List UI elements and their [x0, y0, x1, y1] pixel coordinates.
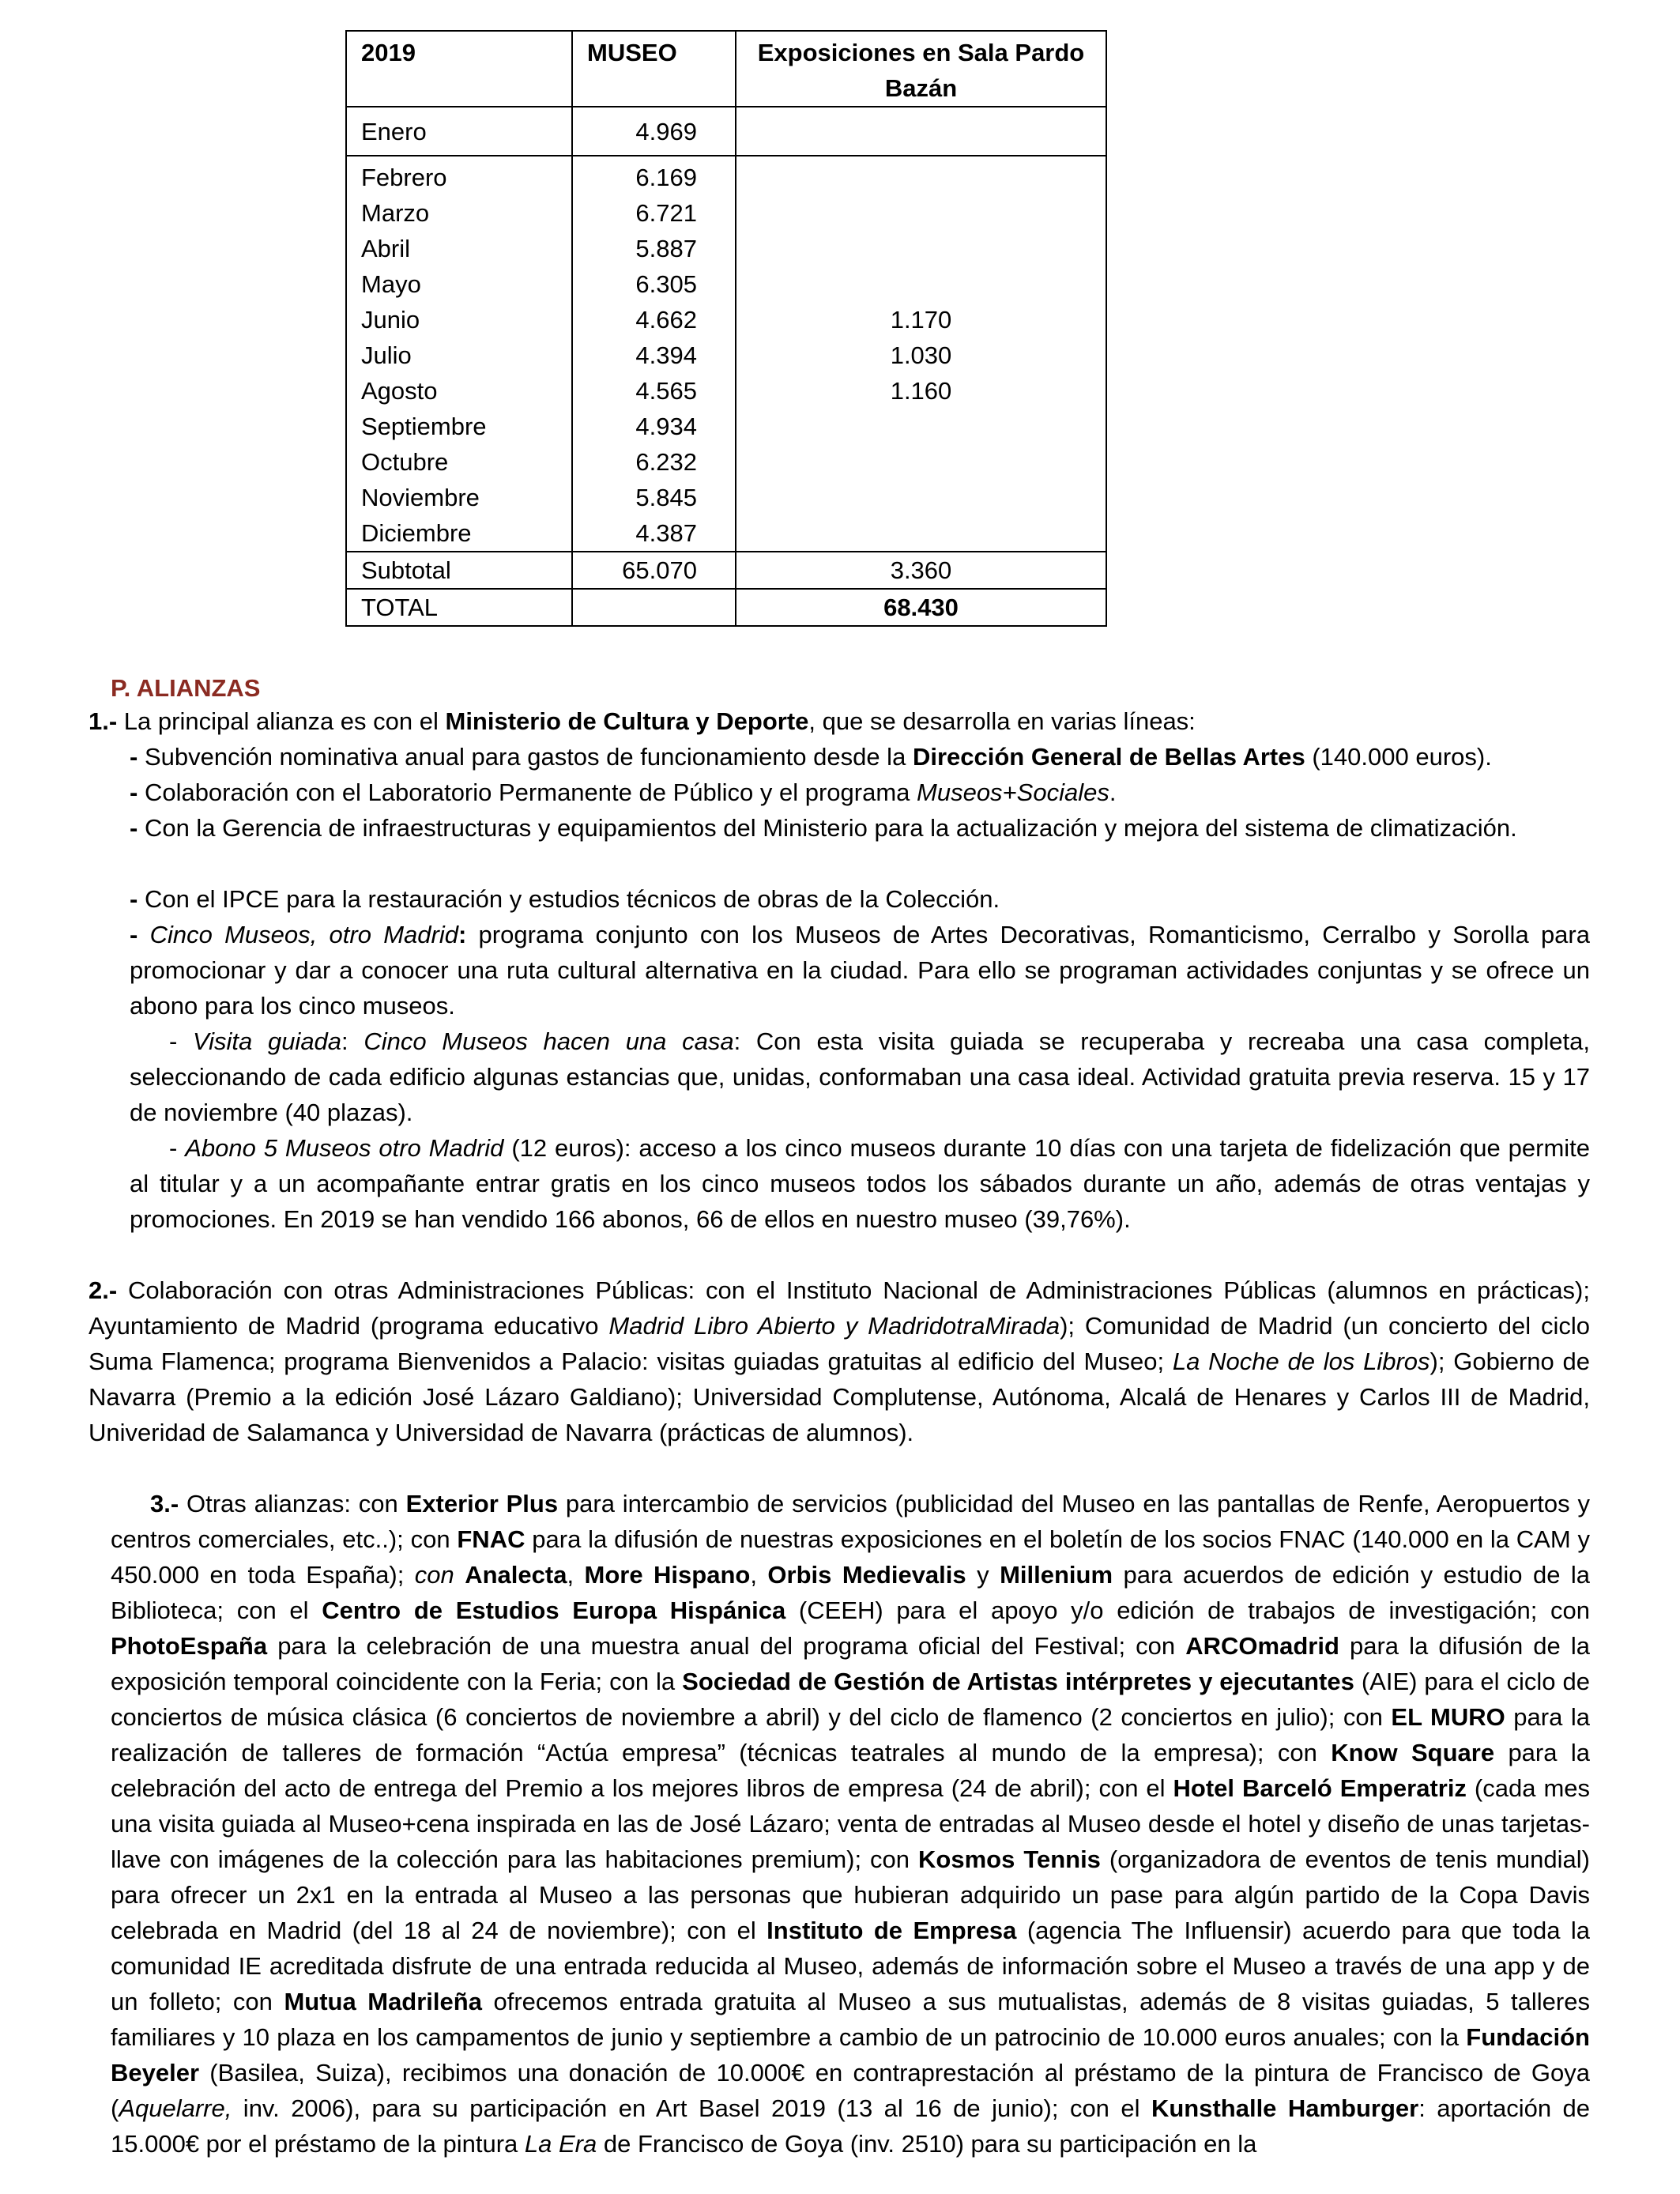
section-title: P. ALIANZAS: [111, 674, 261, 702]
visitors-table: [345, 30, 1107, 627]
table-row: [346, 337, 1106, 373]
cell-mes: Julio: [346, 337, 572, 373]
cell-museo: 5.845: [572, 480, 736, 515]
cell-museo: 6.232: [572, 444, 736, 480]
total-value: 68.430: [736, 589, 1106, 626]
cell-museo: 4.934: [572, 409, 736, 444]
table-row: [346, 156, 1106, 195]
subtotal-row: [346, 552, 1106, 589]
cell-sala: [736, 266, 1106, 302]
bullet-ipce: - Con el IPCE para la restauración y estudios técnicos de obras de la Colección.: [130, 885, 1000, 913]
cell-mes: Noviembre: [346, 480, 572, 515]
header-year: 2019: [346, 31, 572, 107]
cell-museo: 4.394: [572, 337, 736, 373]
cell-sala: [736, 409, 1106, 444]
table-row: [346, 373, 1106, 409]
table-row: [346, 444, 1106, 480]
cell-sala: [736, 107, 1106, 156]
cell-mes: Septiembre: [346, 409, 572, 444]
cell-museo: 6.169: [572, 156, 736, 195]
cell-sala: [736, 195, 1106, 231]
total-empty: [572, 589, 736, 626]
cell-mes: Marzo: [346, 195, 572, 231]
cell-mes: Junio: [346, 302, 572, 337]
cell-sala: [736, 515, 1106, 552]
table-row: [346, 266, 1106, 302]
cell-sala: [736, 156, 1106, 195]
subtotal-sala: 3.360: [736, 552, 1106, 589]
paragraph-1: 1.- La principal alianza es con el Ministerio de Cultura y Deporte, que se desarrolla en varias líneas:: [89, 707, 1196, 735]
table-row: [346, 302, 1106, 337]
cell-mes: Febrero: [346, 156, 572, 195]
cell-sala: [736, 480, 1106, 515]
sub-bullet-abono: - Abono 5 Museos otro Madrid (12 euros): acceso a los cinco museos durante 10 días con una tarjeta de fidelización que permite al titular y a un acompañante entrar gratis en los cinco museos todos los sábados durante un año, además de otras ventajas y promociones. En 2019 se han vendido 166 abonos, 66 de ellos en nuestro museo (39,76%).: [130, 1134, 1591, 1233]
table-row: [346, 515, 1106, 552]
cell-sala: [736, 231, 1106, 266]
header-sala: Exposiciones en Sala Pardo Bazán: [736, 31, 1106, 107]
cell-mes: Mayo: [346, 266, 572, 302]
table-header-row: [346, 31, 1106, 107]
header-museo: MUSEO: [572, 31, 736, 107]
table-row: [346, 195, 1106, 231]
table-row: [346, 480, 1106, 515]
cell-museo: 6.721: [572, 195, 736, 231]
table-row: [346, 409, 1106, 444]
cell-sala: 1.030: [736, 337, 1106, 373]
total-label: TOTAL: [346, 589, 572, 626]
bullet-gerencia: - Con la Gerencia de infraestructuras y equipamientos del Ministerio para la actualización y mejora del sistema de climatización.: [130, 814, 1517, 842]
cell-museo: 4.662: [572, 302, 736, 337]
cell-mes: Octubre: [346, 444, 572, 480]
month-rows: [346, 107, 1106, 552]
paragraph-2: 2.- Colaboración con otras Administraciones Públicas: con el Instituto Nacional de Administraciones Públicas (alumnos en prácticas); Ayuntamiento de Madrid (programa educativo Madrid Libro Abierto y MadridotraMirada); Comunidad de Madrid (un concierto del ciclo Suma Flamenca; programa Bienvenidos a Palacio: visitas guiadas gratuitas al edificio del Museo; La Noche de los Libros); Gobierno de Navarra (Premio a la edición José Lázaro Galdiano); Universidad Complutense, Autónoma, Alcalá de Henares y Carlos III de Madrid, Univeridad de Salamanca y Universidad de Navarra (prácticas de alumnos).: [89, 1276, 1591, 1446]
sub-bullet-visita-guiada: - Visita guiada: Cinco Museos hacen una casa: Con esta visita guiada se recuperaba y recreaba una casa completa, seleccionando de cada edificio algunas estancias que, unidas, conformaban una casa ideal. Actividad gratuita previa reserva. 15 y 17 de noviembre (40 plazas).: [130, 1027, 1591, 1126]
cell-museo: 4.969: [572, 107, 736, 156]
subtotal-label: Subtotal: [346, 552, 572, 589]
cell-mes: Enero: [346, 107, 572, 156]
cell-museo: 6.305: [572, 266, 736, 302]
cell-museo: 4.565: [572, 373, 736, 409]
subtotal-museo: 65.070: [572, 552, 736, 589]
cell-sala: [736, 444, 1106, 480]
bullet-laboratorio: - Colaboración con el Laboratorio Permanente de Público y el programa Museos+Sociales.: [130, 778, 1117, 806]
cell-mes: Agosto: [346, 373, 572, 409]
bullet-subvencion: - Subvención nominativa anual para gastos de funcionamiento desde la Dirección General de Bellas Artes (140.000 euros).: [130, 743, 1492, 771]
table-row: [346, 231, 1106, 266]
cell-mes: Diciembre: [346, 515, 572, 552]
cell-sala: 1.160: [736, 373, 1106, 409]
cell-sala: 1.170: [736, 302, 1106, 337]
total-row: [346, 589, 1106, 626]
cell-museo: 5.887: [572, 231, 736, 266]
paragraph-3: 3.- Otras alianzas: con Exterior Plus para intercambio de servicios (publicidad del Museo en las pantallas de Renfe, Aeropuertos y centros comerciales, etc..); con FNAC para la difusión de nuestras exposiciones en el boletín de los socios FNAC (140.000 en la CAM y 450.000 en toda España); con Analecta, More Hispano, Orbis Medievalis y Millenium para acuerdos de edición y estudio de la Biblioteca; con el Centro de Estudios Europa Hispánica (CEEH) para el apoyo y/o edición de trabajos de investigación; con PhotoEspaña para la celebración de una muestra anual del programa oficial del Festival; con ARCOmadrid para la difusión de la exposición temporal coincidente con la Feria; con la Sociedad de Gestión de Artistas intérpretes y ejecutantes (AIE) para el ciclo de conciertos de música clásica (6 conciertos de noviembre a abril) y del ciclo de flamenco (2 conciertos en julio); con EL MURO para la realización de talleres de formación “Actúa empresa” (técnicas teatrales al mundo de la empresa); con Know Square para la celebración del acto de entrega del Premio a los mejores libros de empresa (24 de abril); con el Hotel Barceló Emperatriz (cada mes una visita guiada al Museo+cena inspirada en las de José Lázaro; venta de entradas al Museo desde el hotel y diseño de unas tarjetas-llave con imágenes de la colección para las habitaciones premium); con Kosmos Tennis (organizadora de eventos de tenis mundial) para ofrecer un 2x1 en la entrada al Museo a las personas que hubieran adquirido un pase para algún partido de la Copa Davis celebrada en Madrid (del 18 al 24 de noviembre); con el Instituto de Empresa (agencia The Influensir) acuerdo para que toda la comunidad IE acreditada disfrute de una entrada reducida al Museo, además de información sobre el Museo a través de una app y de un folleto; con Mutua Madrileña ofrecemos entrada gratuita al Museo a sus mutualistas, además de 8 visitas guiadas, 5 talleres familiares y 10 plaza en los campamentos de junio y septiembre a cambio de un patrocinio de 10.000 euros anuales; con la Fundación Beyeler (Basilea, Suiza), recibimos una donación de 10.000€ en contraprestación al préstamo de la pintura de Francisco de Goya (Aquelarre, inv. 2006), para su participación en Art Basel 2019 (13 al 16 de junio); con el Kunsthalle Hamburger: aportación de 15.000€ por el préstamo de la pintura La Era de Francisco de Goya (inv. 2510) para su participación en la: [111, 1490, 1591, 2158]
cell-museo: 4.387: [572, 515, 736, 552]
cell-mes: Abril: [346, 231, 572, 266]
bullet-cinco-museos: - Cinco Museos, otro Madrid: programa conjunto con los Museos de Artes Decorativas, Romanticismo, Cerralbo y Sorolla para promocionar y dar a conocer una ruta cultural alternativa en la ciudad. Para ello se programan actividades conjuntas y se ofrece un abono para los cinco museos.: [130, 921, 1590, 1020]
table-row: [346, 107, 1106, 156]
